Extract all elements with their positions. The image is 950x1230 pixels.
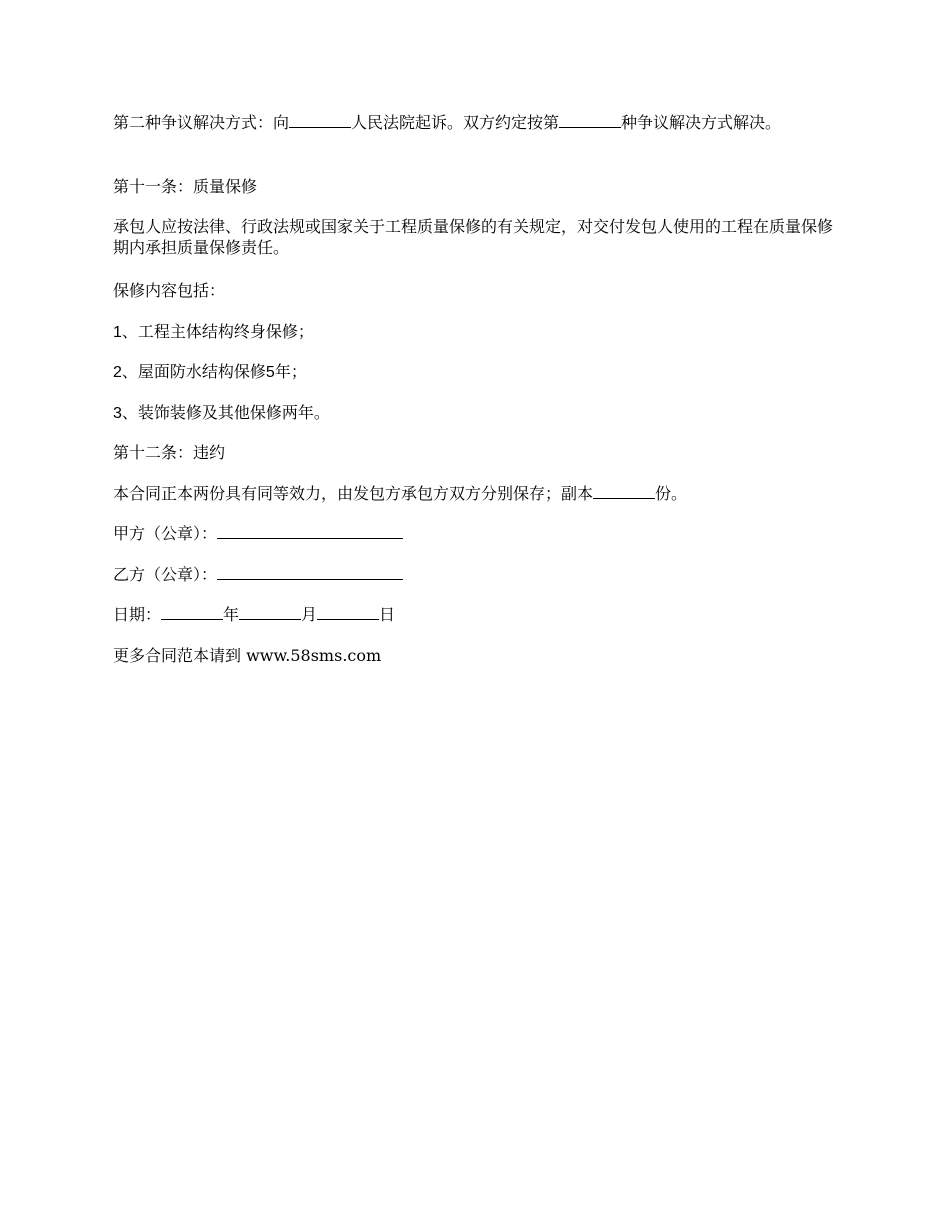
warranty-item-3	[113, 402, 330, 424]
date-label: 日期：	[113, 605, 162, 624]
dispute-text-c: 种争议解决方式解决。	[621, 113, 782, 132]
copies-text-b: 份。	[655, 484, 688, 503]
heading-article-12: 第十二条：违约	[113, 443, 226, 462]
party-a-label: 甲方（公章）：	[113, 524, 218, 543]
footer-more-templates: 更多合同范本请到 www.58sms.com	[113, 646, 382, 665]
item-number: 2	[113, 364, 122, 381]
court-blank	[289, 112, 351, 128]
party-a-signature-line	[113, 523, 403, 544]
dispute-text-b: 人民法院起诉。双方约定按第	[351, 113, 560, 132]
year-label: 年	[223, 605, 240, 624]
warranty-item-2	[113, 361, 307, 383]
item-text: 、装饰装修及其他保修两年。	[121, 403, 330, 422]
copies-text-a: 本合同正本两份具有同等效力，由发包方承包方双方分别保存；副本	[113, 484, 594, 503]
party-b-signature-line	[113, 564, 403, 585]
warranty-item-1	[113, 321, 314, 343]
years-number: 5	[265, 364, 275, 381]
month-label: 月	[301, 605, 318, 624]
party-a-blank	[217, 523, 403, 539]
paragraph-copies	[113, 483, 687, 504]
warranty-content-label: 保修内容包括：	[113, 281, 226, 300]
item-number: 1	[113, 324, 122, 341]
item-text: 、工程主体结构终身保修；	[121, 322, 314, 341]
method-blank	[559, 112, 621, 128]
month-blank	[239, 604, 301, 620]
dispute-text-a: 第二种争议解决方式：向	[113, 113, 290, 132]
item-number: 3	[113, 405, 122, 422]
party-b-blank	[217, 564, 403, 580]
item-text-b: 年；	[274, 362, 307, 381]
paragraph-dispute-resolution	[113, 112, 843, 133]
year-blank	[161, 604, 223, 620]
item-text-a: 、屋面防水结构保修	[121, 362, 266, 381]
paragraph-warranty-obligation: 承包人应按法律、行政法规或国家关于工程质量保修的有关规定，对交付发包人使用的工程在质量保修期内承担质量保修责任。	[113, 217, 834, 257]
day-label: 日	[379, 605, 396, 624]
day-blank	[317, 604, 379, 620]
party-b-label: 乙方（公章）：	[113, 565, 218, 584]
heading-article-11: 第十一条：质量保修	[113, 177, 258, 196]
date-line	[113, 604, 395, 625]
copies-blank	[593, 483, 655, 499]
